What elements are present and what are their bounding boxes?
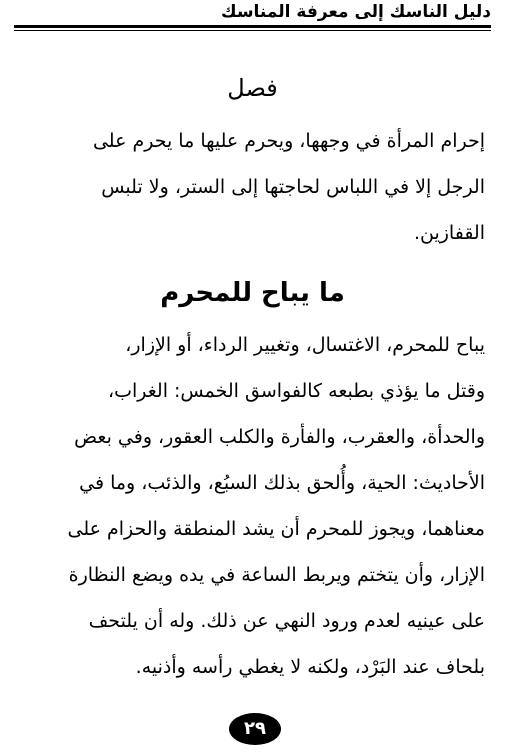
- text-line: إحرام المرأة في وجهها، ويحرم عليها ما يحرم على: [92, 130, 485, 152]
- paragraph-women-ihram: [20, 118, 485, 256]
- text-line: القفازين.: [413, 222, 485, 244]
- text-line: وقتل ما يؤذي بطبعه كالفواسق الخمس: الغراب،: [107, 380, 485, 402]
- text-line: الأحاديث: الحية، وأُلحق بذلك السبُع، والذئب، وما في: [79, 472, 485, 494]
- text-line: والحدأة، والعقرب، والفأرة والكلب العقور، وفي بعض: [74, 426, 485, 448]
- running-header-title: دليل الناسك إلى معرفة المناسك: [221, 2, 491, 22]
- header-rule-thick: [14, 25, 491, 28]
- text-line: الإزار، وأن يتختم ويربط الساعة في يده ويضع النظارة: [68, 564, 485, 586]
- text-line: بلحاف عند البَرْد، ولكنه لا يغطي رأسه وأذنيه.: [135, 656, 485, 678]
- header-rule-thin: [14, 30, 491, 31]
- text-line: يباح للمحرم، الاغتسال، وتغيير الرداء، أو الإزار،: [125, 334, 485, 356]
- text-line: الرجل إلا في اللباس لحاجتها إلى الستر، ولا تلبس: [101, 176, 485, 198]
- section-heading-permitted: ما يباح للمحرم: [160, 278, 345, 308]
- text-line: على عينيه لعدم ورود النهي عن ذلك. وله أن يلتحف: [88, 610, 485, 632]
- text-line: معناهما، ويجوز للمحرم أن يشد المنطقة والحزام على: [67, 518, 485, 540]
- paragraph-permitted-acts: [20, 322, 485, 690]
- section-heading-fasl: فصل: [227, 74, 278, 102]
- page-number-badge: ٢٩: [229, 713, 281, 745]
